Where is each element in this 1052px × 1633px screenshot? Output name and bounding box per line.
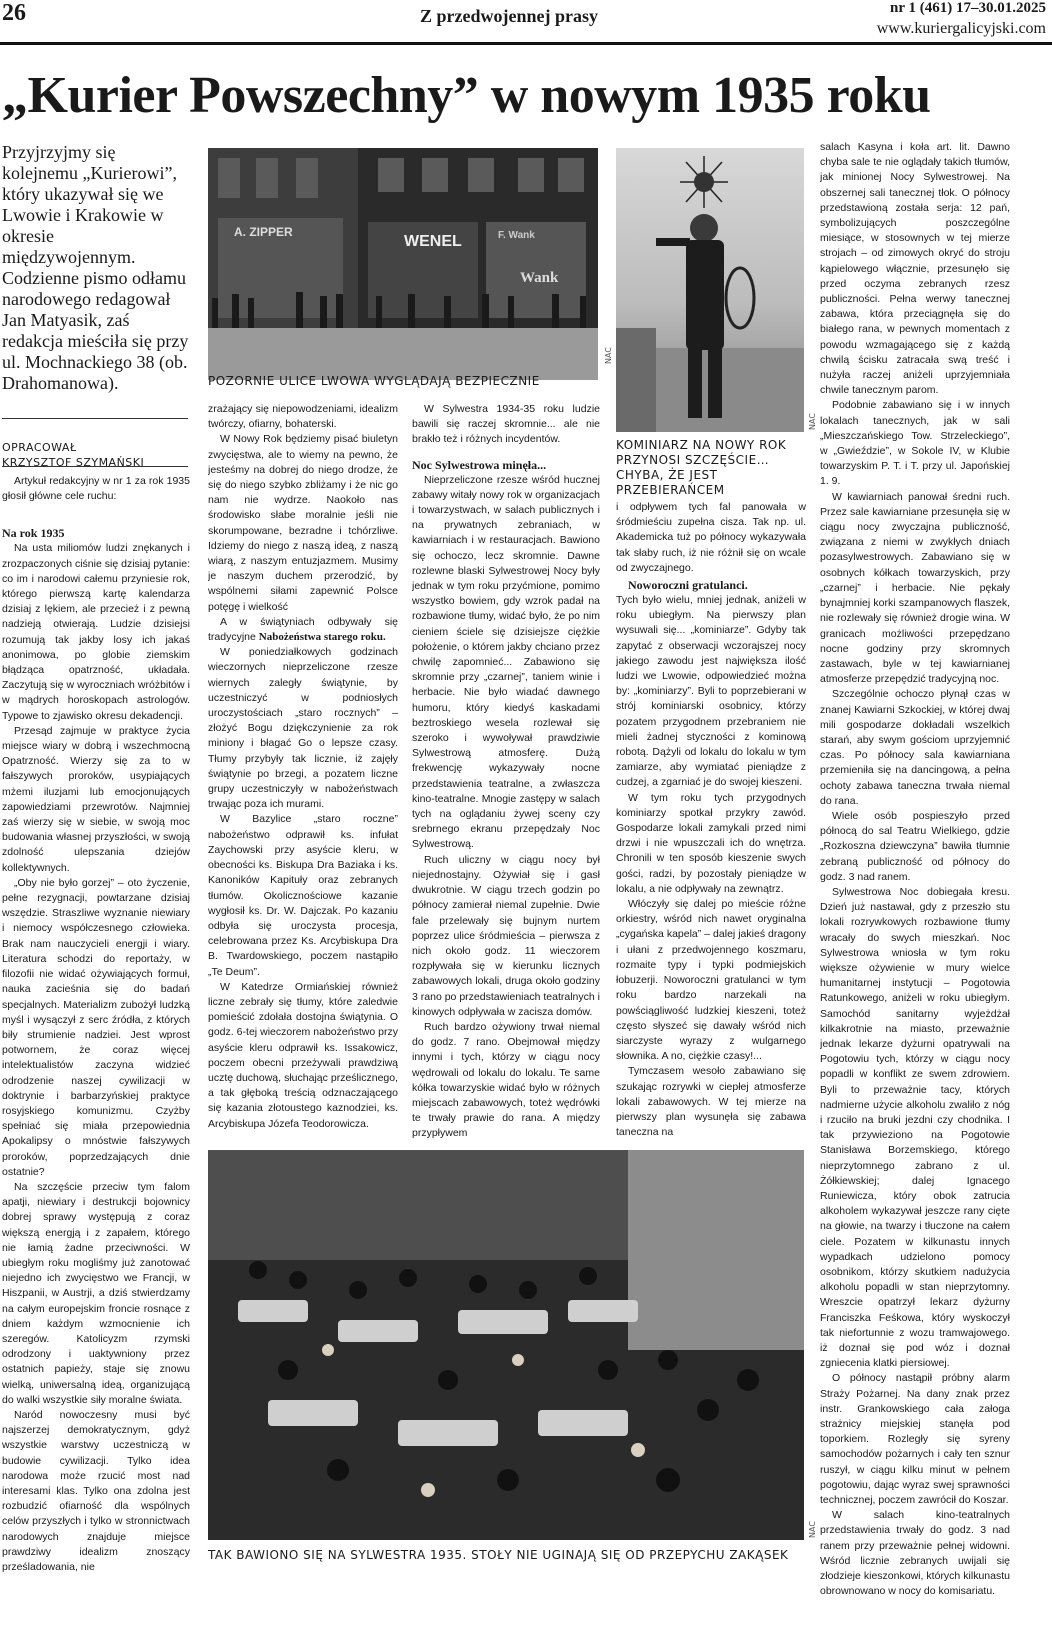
paragraph: Przesąd zajmuje w praktyce życia miejsce wiary w dobrą i wszechmocną Opatrzność. Wierzy się za to w fałszywych proroków, usypiających mżemi iluzjami lub emocjonujących zapowiedziami przewrotów. Najmniej zaś wierzy się w siebie, w swoją moc budowania własnej przyszłości, w swoją zdolność ulepszania dziejów kollektywnych.: [2, 724, 190, 874]
paragraph: Wiele osób pospieszyło przed północą do sal Teatru Wielkiego, gdzie „Rozkoszna dziewczyna” bawiła tłumnie zebraną publiczność od północy do godz. 3 nad ranem.: [820, 809, 1010, 883]
paragraph: W Nowy Rok będziemy pisać biuletyn zwycięstwa, ale to wiemy na pewno, że jesteśmy na dobrej do niego drodze, że się do niego szybko zbliżamy i że nic go nam nie wydrze. Naokoło nas środowisko słabe moralnie jeśli nie skorumpowane, bezradne i tchórzliwe. Idziemy do niego z naszą ideą, z naszą wiarą, z naszym entuzjazmem. Musimy je naszym duchem przerodzić, by wspólnemi siłami zapewnić Polsce potęgę i wielkość: [208, 433, 398, 613]
inline-heading: Nabożeństwa starego roku.: [258, 631, 386, 644]
byline-rule: [2, 466, 188, 467]
website-link[interactable]: www.kuriergalicyjski.com: [876, 20, 1046, 37]
paragraph: W poniedziałkowych godzinach wieczornych nieprzeliczone rzesze wiernych zaległy świątynie, by uczestniczyć w podniosłych uroczystościach „staro rocznych” – złożyć Bogu dziękczynienie za rok miniony i błagać Go o lepsze czasy. Tłumy przybyły tak licznie, iż zajęły świątynie po brzegi, a pozatem liczne grupy uczestniczyły w nabożeństwach trwając poza ich murami.: [208, 646, 398, 811]
section-title: Z przedwojennej prasy: [420, 6, 598, 26]
paragraph: Nieprzeliczone rzesze wśród hucznej zabawy witały nowy rok w organizacjach i towarzystwach, w salach publicznych i na prywatnych zebraniach, w kawiarniach i w restauracjach. Bawiono się ochoczo, lecz skromnie. Dawne rozlewne blaski Sylwestrowej Nocy były jednak w tym roku przyćmione, pomimo wszystko bowiem, gdy wzrok padał na rozbawione tłumy, widać było, że po nim cieniem ściele się dzisiejsze ciężkie położenie, o którem jakby chciano przez chwilę zapomnieć... Zabawiono się skromnie przy „czarnej”, taniem winie i herbacie. Nie było wiadać dawnego humoru, który kiedyś kaskadami beztroskiego wesela rozlewał się szeroko i wywoływał prawdziwie Sylwestrową atmosferę. Dużą frekwencję wykazywały nocne przedstawienia teatralne, a zwłaszcza kino-teatralne. Mnogie zastępy w salach tych na oglądaniu żywej sceny czy srebrnego ekranu przepędzały Noc Sylwestrową.: [412, 473, 600, 851]
lede-rule: [2, 418, 188, 419]
paragraph: W Katedrze Ormiańskiej również liczne zebrały się tłumy, które zaledwie pomieścić zdołała dostojna świątynia. O godz. 6-tej wieczorem nabożeństwo przy asyście kleru odprawił ks. Issakowicz, poczem obecni przeżywali prawdziwą ucztę duchową, słuchając prześlicznego, a tak głęboką treścią odznaczającego się kazania złotoustego kaznodziei, ks. Arcybiskupa Józefa Teodorowicza.: [208, 980, 398, 1130]
column-2: [208, 402, 398, 1142]
article-title: „Kurier Powszechny” w nowym 1935 roku: [2, 67, 931, 124]
paragraph: Tymczasem wesoło zabawiano się szukając rozrywki w ciepłej atmosferze lokali zabawowych. W tej mierze na pierwszy plan wysunęła się zabawa taneczna na: [616, 1065, 806, 1139]
paragraph: zrażający się niepowodzeniami, idealizm twórczy, ofiarny, bohaterski.: [208, 403, 398, 431]
paragraph: W salach kino-teatralnych przedstawienia trwały do godz. 3 nad ranem przy przeważnie pełnej widowni. Wśród licznie zebranych uwijali się złodzieje kieszonkowi, których kilkunastu obrownowano w nocy do komisariatu.: [820, 1509, 1010, 1598]
chimney-sweep-caption: KOMINIARZ NA NOWY ROK PRZYNOSI SZCZĘŚCIE… CHYBA, ŻE JEST PRZEBIERAŃCEM: [616, 438, 787, 497]
photo-credit: NAC: [604, 347, 613, 364]
paragraph: W tym roku tych przygodnych kominiarzy spotkał przykry zawód. Gospodarze lokali zamykali przed nimi drzwi i nie wpuszczali ich do wnętrza. Chronili w ten sposób kieszenie swych gości, radzi, by pozostały pieniądze w lokalu, a nie odpływały na zewnątrz.: [616, 791, 806, 895]
paragraph: O północy nastąpił próbny alarm Straży Pożarnej. Na dany znak przez instr. Grankowskiego cała załoga strażnicy miejskiej stanęła pod toporkiem. Rozległy się syreny samochodów pożarnych i cały ten sznur ruszył, w ciągu kilku minut w pełnem pogotowiu, dając wyraz swej sprawności technicznej, poczem zawrócił do Koszar.: [820, 1372, 1010, 1507]
paragraph: Naród nowoczesny musi być najszerzej demokratycznym, gdyż wszystkie warstwy uczestniczą w budowie cywilizacji. Tylko idea narodowa może rzucić most nad interesami klas. Tylko ona zdolna jest rozbudzić ofiarność dla wspólnych celów przyszłych i tylko w stronnictwach narodowych znajduje miejsce prawdziwy idealizm znoszący prześladowania, nie: [2, 1408, 190, 1574]
subheading-na-rok-1935: Na rok 1935: [2, 526, 65, 541]
page-number: 26: [2, 0, 26, 26]
paragraph: W kawiarniach panował średni ruch. Przez sale kawiarniane przesunęła się w ciągu nocy zwyczajna publiczność, związana z niemi w zwykłych dniach pozasylwestrowych. Zabawiano się w osobnych kółkach towarzyskich, przy „czarnej” i herbacie. Nie pękały bynajmniej korki szampanowych flaszek, nie rozlewały się również drogie wina. W granicach możliwości przepędzano nocne godziny przy skromnych zastawach, byle w tej kawiarnianej atmosferze przepędzić tradycyjną noc.: [820, 490, 1010, 686]
street-photo: [208, 148, 598, 380]
photo-credit: NAC: [808, 1521, 817, 1538]
byline-label: OPRACOWAŁ: [2, 441, 77, 454]
column-5: [820, 140, 1010, 1630]
intro-paragraph: Artykuł redakcyjny w nr 1 za rok 1935 głosił główne cele ruchu:: [2, 475, 190, 503]
byline-author: KRZYSZTOF SZYMAŃSKI: [2, 456, 145, 469]
paragraph: Tych było wielu, mniej jednak, aniżeli w roku ubiegłym. Na pierwszy plan wysuwali się... „kominiarze”. Gdyby tak zapytać z obserwacji wczorajszej nocy jakiego zawodu jest największa ilość ludzi we Lwowie, odpowiedzieć można by: „kominiarzy”. Byli to poprzebierani w strój kominiarski osobnicy, którzy pozatem przygodnem przebraniem nie mieli żadnej styczności z kominową robotą. Dążyli od lokalu do lokalu w tym zamiarze, aby wymiatać pieniądze z cudzej, a zgarniać je do swojej kieszeni.: [616, 594, 806, 789]
shop-sign: A. ZIPPER: [234, 225, 293, 239]
paragraph: Włóczyły się dalej po mieście różne orkiestry, wśród nich nawet oryginalna „cygańska kapela” – dalej jakieś dragony i ułani z przedwojennego koszmaru, rozmaite typy i typki podmiejskich łobuzerji. Noworoczni gratulanci w tym roku bardzo narzekali na powściągliwość ludzkiej kieszeni, toteż często słyszeć się dawały wśród nich siarczyste wyrazy z wulgarnego słownika. A no, ciężkie czasy!...: [616, 898, 806, 1063]
shop-sign: F. Wank: [498, 230, 535, 241]
shop-sign: WENEL: [404, 233, 462, 250]
paragraph: W Bazylice „staro roczne” nabożeństwo odprawił ks. infułat Zaychowski przy asyście kleru, w obecności ks. Biskupa Dra Baziaka i ks. Kanoników Kapituły oraz zebranych tłumów. Okolicznościowe kazanie wygłosił ks. Dr. W. Dajczak. Po kazaniu odbyła się uroczysta procesja, celebrowana przez Ks. Arcybiskupa Dra B. Twardowskiego, poczem nastąpiło „Te Deum”.: [208, 813, 398, 978]
paragraph: „Oby nie było gorzej” – oto życzenie, pełne rezygnacji, powtarzane dzisiaj wszędzie. Straszliwe wyznanie niewiary i niemocy współczesnego człowieka. Brak nam nauczycieli energji i wiary. Literatura schodzi do reportaży, w filozofii nie widać ożywiających formuł, nauka zacieśnia się do badań specjalnych. Materializm zubożył ludzką myśl i wysączył z serc źródła, z których biły strumienie nadziei. Jest wprost potwornem, że coraz więcej intelektualistów zaczyna widzieć odrodzenie naszej cywilizacji w doktrynie i barbarzyńskiej praktyce rosyjskiego komunizmu. Czyżby spełniać się miała przepowiednia Apokalipsy o mnóstwie fałszywych proroków, poprzedzających dnie ostatnie?: [2, 876, 190, 1178]
paragraph: Ruch bardzo ożywiony trwał niemal do godz. 7 rano. Obejmował między innymi i tych, którzy w ciągu nocy wędrowali od lokalu do lokalu. Te same kółka towarzyskie widać było w różnych miejscach zabawowych, toteż wędrówki te trwały prawie do rana. A między przypływem: [412, 1020, 600, 1140]
paragraph: i odpływem tych fal panowała w śródmieściu zupełna cisza. Tak np. ul. Akademicka tuż po północy wykazywała tak słaby ruch, iż nie różnił się on wcale od zwyczajnego.: [616, 501, 806, 574]
paragraph: Na usta miliomów ludzi znękanych i zrozpaczonych ciśnie się dzisiaj pytanie: co im i narodowi całemu przyniesie rok, którego pierwszą kartę kalendarza dzisiaj z lękiem, ale przecież i z pewną nadzieją otwierają. Ludzie dzisiejsi rozumują tak jakby losy ich jakaś anonimowa, po globie ziemskim błądząca opatrzność, układała. Zaczytują się w wyroczniach wróżbitów i w mądrych horoskopach astrologów. Typowe to zjawisko okresu dekadencji.: [2, 542, 190, 722]
paragraph: W Sylwestra 1934-35 roku ludzie bawili się raczej skromnie... ale nie brakło też i różnych incydentów.: [412, 403, 600, 446]
paragraph: Podobnie zabawiano się i w innych lokalach tanecznych, jak w sali „Mieszczańskiego Tow. Strzeleckiego”, w „Gwieździe”, w Sokole IV, w Klubie towarzyskim P. T. i T. przy ul. Japońskiej 1. 9.: [820, 399, 1010, 488]
header-rule: [0, 42, 1052, 45]
photo-credit: NAC: [808, 413, 817, 430]
column-4: [616, 500, 806, 1142]
paragraph: Szczególnie ochoczo płynął czas w znanej Kawiarni Szkockiej, w której dwaj mili gospodarze dokładali wszelkich starań, aby swym gościom uprzyjemnić czas. Po północy sala kawiarniana przemieniła się na dancingową, a pełna ochoty zabawa taneczna trwała niemal do rana.: [820, 688, 1010, 807]
paragraph: [208, 615, 398, 645]
party-photo: [208, 1150, 804, 1540]
subheading-noworoczni-gratulanci: Noworoczni gratulanci.: [628, 578, 748, 593]
paragraph: Na szczęście przeciw tym falom apatji, niewiary i destrukcji bojownicy dobrej sprawy występują z coraz większą energją i z zapałem, którego nie łamią żadne przeciwności. W ubiegłym roku mogliśmy już zanotować niejedno ich zwycięstwo we Francji, w Hiszpanii, w Austrji, a dziś stwierdzamy na całym europejskim froncie rosnące z dniem każdym wzmocnienie ich szeregów. Katolicyzm rzymski odrodzony i uaktywniony przez ostatnich papieży, staje się znowu wielką, uniwersalną ideą, organizującą do walki wszystkie siły moralne świata.: [2, 1180, 190, 1406]
paragraph-text: A w świątyniach odbywały się tradycyjne: [208, 615, 398, 644]
article-lede: Przyjrzyjmy się kolejnemu „Kurierowi”, który ukazywał się we Lwowie i Krakowie w okresie międzywojennym. Codzienne pismo odłamu narodowego redagował Jan Matyasik, zaś redakcja mieściła się przy ul. Mochnackiego 38 (ob. Drahomanowa).: [2, 142, 189, 393]
party-photo-caption: TAK BAWIONO SIĘ NA SYLWESTRA 1935. STOŁY NIE UGINAJĄ SIĘ OD PRZEPYCHU ZAKĄSEK: [208, 1548, 789, 1562]
subheading-noc-sylwestrowa: Noc Sylwestrowa minęła...: [412, 457, 547, 472]
issue-info: nr 1 (461) 17–30.01.2025: [890, 0, 1046, 16]
paragraph: Ruch uliczny w ciągu nocy był niejednostajny. Ożywiał się i gasł dwukrotnie. W ciągu trzech godzin po północy zamierał niemal zupełnie. Dwie fale przelewały się bujnym nurtem poprzez ulice śródmieścia – pierwsza z nich około godz. 11 wieczorem rozpływała się w kierunku licznych zabawowych lokali, druga około godziny 3 rano po przedstawieniach teatralnych i kinowych odpływała w zacisza domów.: [412, 853, 600, 1018]
street-photo-caption: POZORNIE ULICE LWOWA WYGLĄDAJĄ BEZPIECZNIE: [208, 374, 540, 388]
paragraph: salach Kasyna i koła art. lit. Dawno chyba sale te nie oglądały takich tłumów, jak minionej Nocy Sylwestrowej. Na obszernej sali tanecznej tłok. O północy przedstawioną została serja: 12 pań, symbolizujących poszczególne miesiące, w stosownych w tej mierze strojach – od zimowych okryć do stroju kąpielowego włącznie, przesunęło się przed oczyma zebranych rzesz publiczności. Pełna werwy tanecznej zabawa, która przeciągnęła się do białego rana, w pewnych momentach z powodu wzmagającego się z każdą chwilą ścisku zatracała swą treść i nużyła raczej aniżeli uprzyjemniała chwile tanecznym parom.: [820, 141, 1010, 397]
chimney-sweep-photo: [616, 148, 804, 432]
shop-sign: Wank: [520, 270, 559, 286]
column-1: [2, 474, 190, 1629]
column-3: [412, 402, 600, 1142]
paragraph: Sylwestrowa Noc dobiegała kresu. Dzień już nastawał, gdy z przeszło stu lokali rozrywkowych rozbawione tłumy wracały do swych mieszkań. Noc Sylwestrowa wniosła w tym roku większe ożywienie w mury wielce humanitarnej instytucji – Pogotowia Ratunkowego, aniżeli w roku ubiegłym. Samochód sanitarny wyjeżdżał kilkakrotnie na miasto, przeważnie jednak lekarze dyżurni opatrywali na Pogotowiu tych, którzy w ciągu nocy popadli w konflikt ze swem zdrowiem. Byli to przeważnie tacy, których nadmierne użycie alkoholu zwaliło z nóg i rzuciło na bruki jezdni czy chodnika. I tak przywieziono na Pogotowie Stanisława Borzemskiego, którego nieprzytomnego zabrano z ul. Żółkiewskiej; dalej Ignacego Runiewicza, który obok zatrucia alkoholem wykazywał jeszcze rany cięte na głowie, na twarzy i tłuczone na całem ciele. Pozatem w kilkunastu innych wypadkach udzielono pomocy osobnikom, którzy skutkiem nadużycia alkoholu popadli w stan nieprzytomny. Wreszcie opatrzył lekarz dyżurny Franciszka Feśkowa, który wyskoczył tak niefortunnie z wozu tramwajowego. iż doznał się pod wóz i doznał zgniecenia klatki piersiowej.: [820, 885, 1010, 1370]
